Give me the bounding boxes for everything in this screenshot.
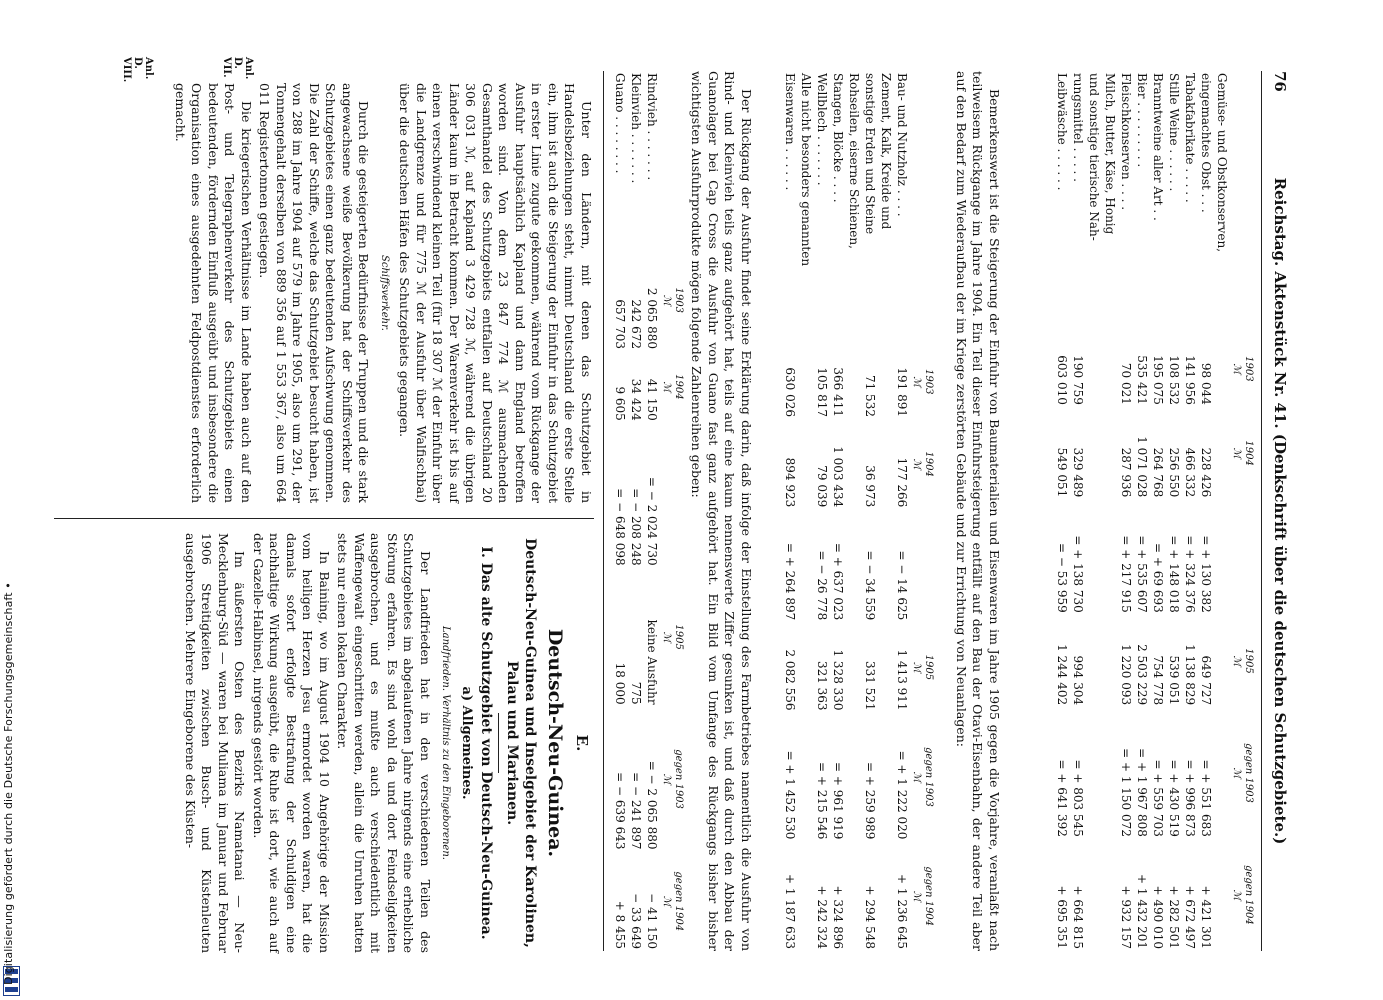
table-unit-cell bbox=[660, 423, 672, 568]
right-column bbox=[54, 533, 594, 953]
table-unit-row bbox=[1230, 71, 1242, 951]
table-cell bbox=[1086, 707, 1102, 839]
table-cell: = + 148 018 bbox=[1167, 535, 1181, 613]
table-unit-cell: ℳ bbox=[1231, 655, 1242, 667]
table-cell: = + 430 519 bbox=[1167, 759, 1181, 837]
table-row bbox=[1198, 71, 1214, 951]
table-cell bbox=[1214, 331, 1230, 407]
table-cell: 549 051 bbox=[1055, 447, 1069, 498]
table-row bbox=[1150, 71, 1166, 951]
paragraph-building-materials: Bemerkenswert ist die Steigerung der Einfuhr von Baumaterialien und Eisenwaren im Jahre 1905 gegen die Vorjahre, veranlaßt nach teilweisem Rückgange im Jahre 1904. Ein Teil dieser Einfuhrsteigerung entfällt auf den Bau der Otavi-Eisenbahn, der andere Teil aber auf den Bedarf zum Wiederaufbau der im Kriege zerstörten Gebäude und zur Errichtung von Neuanlagen: bbox=[954, 71, 1002, 951]
table-cell bbox=[1086, 331, 1102, 407]
table-cell bbox=[1086, 839, 1102, 951]
table-cell: = − 648 098 bbox=[613, 488, 627, 566]
table-cell: + 1 432 201 bbox=[1135, 874, 1149, 949]
table-cell bbox=[798, 713, 814, 842]
row-label: eingemachtes Obst . . . bbox=[1199, 73, 1213, 213]
table-cell: = − 639 643 bbox=[613, 772, 627, 850]
table-row bbox=[846, 71, 862, 951]
table-cell bbox=[846, 713, 862, 842]
table-header-cell: 1905 bbox=[1243, 648, 1254, 674]
table-cell: 1 138 829 bbox=[1183, 644, 1197, 706]
table-cell: = + 69 693 bbox=[1151, 543, 1165, 613]
table-unit-row bbox=[660, 71, 672, 951]
margin-note-b: Anl. D. VIII. bbox=[121, 57, 154, 83]
table-cell: + 932 157 bbox=[1119, 885, 1133, 949]
paragraph-baining: In Baining, wo im August 1904 10 Angehörige der Mission vom heiligen Herzen Jesu ermordet worden waren, hat die damals sofort erfolgte Bestrafung der Schuldigen eine nachhaltige Wirkung ausgeübt, die Ruhe ist dort, wie auch auf der Gazelle-Halbinsel, nirgends gestört worden. bbox=[251, 533, 332, 953]
table-cell: keine Ausfuhr bbox=[645, 619, 659, 705]
document-page bbox=[36, 57, 1294, 971]
table-cell: = − 241 897 bbox=[629, 772, 643, 850]
table-unit-cell: ℳ bbox=[1231, 363, 1242, 375]
paragraph-namatanai: Im äußersten Osten des Bezirks Namatanai — Neu-Mecklenburg-Süd — waren bei Muliama im Januar und Februar 1906 Streitigkeiten zwischen Busch- und Küstenleuten ausgebrochen. Mehrere Eingeborene des Küsten- bbox=[183, 533, 248, 953]
table-cell: + 1 187 633 bbox=[783, 874, 797, 949]
table-building-materials bbox=[782, 71, 934, 951]
table-cell bbox=[798, 419, 814, 509]
table-header-cell: 1903 bbox=[1243, 356, 1254, 382]
table-cell: 630 026 bbox=[783, 367, 797, 417]
row-label: Stangen, Blöcke . . . . bbox=[831, 73, 845, 203]
table-cell bbox=[878, 345, 894, 419]
table-cell: 331 521 bbox=[863, 660, 877, 711]
table-cell bbox=[798, 509, 814, 622]
row-label: Rindvieh . . . . . . . bbox=[645, 73, 659, 181]
table-cell: 539 051 bbox=[1167, 655, 1181, 706]
table-cell: 535 421 bbox=[1135, 355, 1149, 405]
table-cell: + 421 301 bbox=[1199, 885, 1213, 949]
subheading-shipping: Schiffsverkehr. bbox=[379, 255, 390, 331]
digitization-note: Digitalisierung gefördert durch die Deutsche Forschungsgemeinschaft • bbox=[2, 582, 15, 985]
table-cell bbox=[1102, 331, 1118, 407]
table-cell: 2 503 229 bbox=[1135, 644, 1149, 706]
row-label: Bau- und Nutzholz . . . . bbox=[895, 73, 909, 217]
table-unit-cell bbox=[1230, 71, 1242, 331]
table-cell: 321 363 bbox=[815, 660, 829, 711]
table-row bbox=[830, 71, 846, 951]
row-label: sonstige Erden und Steine bbox=[863, 73, 877, 235]
table-cell: 657 703 bbox=[613, 299, 627, 349]
paragraph-post: Die kriegerischen Verhältnisse im Lande haben auch auf den Post- und Telegraphenverkehr des Schutzgebiets einen bedeutenden, fördernden Einfluß ausgeübt und insbesondere die Organisation eines ausgedehnten Feldpostdienstes erforderlich gemacht. bbox=[173, 83, 254, 503]
row-label: Milch, Butter, Käse, Honig bbox=[1103, 73, 1117, 235]
table-header-cell: gegen 1903 bbox=[673, 749, 684, 809]
table-exports bbox=[612, 71, 684, 951]
table-row bbox=[1070, 71, 1086, 951]
table-cell: = + 1 967 808 bbox=[1135, 748, 1149, 837]
row-label: und sonstige tierische Nah- bbox=[1087, 73, 1101, 241]
table-cell: = − 2 024 730 bbox=[645, 476, 659, 566]
table-header-cell: gegen 1904 bbox=[923, 866, 934, 927]
table-cell: 754 778 bbox=[1151, 655, 1165, 706]
table-row bbox=[628, 71, 644, 951]
table-row bbox=[878, 71, 894, 951]
title-rule bbox=[499, 713, 500, 773]
table-cell: 1 413 911 bbox=[895, 649, 909, 711]
table-imports-foodstuffs bbox=[1054, 71, 1254, 951]
page-title: Reichstag. Aktenstück Nr. 41. (Denkschrift über die deutschen Schutzgebiete.) bbox=[1271, 177, 1289, 845]
table-cell: = + 535 607 bbox=[1135, 535, 1149, 613]
section-rule bbox=[603, 71, 604, 951]
table-cell: − 41 150 bbox=[645, 893, 659, 949]
table-cell: 9 605 bbox=[613, 386, 627, 421]
table-cell: = + 217 915 bbox=[1119, 535, 1133, 613]
table-cell bbox=[1214, 707, 1230, 839]
table-header-row bbox=[1242, 71, 1254, 951]
table-cell: 177 266 bbox=[895, 457, 909, 508]
row-label: Zement, Kalk, Kreide und bbox=[879, 73, 893, 230]
table-cell: = − 208 248 bbox=[629, 488, 643, 566]
table-cell: = + 637 023 bbox=[831, 542, 845, 621]
table-row bbox=[814, 71, 830, 951]
table-header-cell: 1903 bbox=[923, 369, 934, 395]
table-unit-cell: ℳ bbox=[1231, 767, 1242, 779]
table-cell: = − 26 778 bbox=[815, 550, 829, 621]
table-cell bbox=[878, 713, 894, 842]
table-cell: + 8 455 bbox=[613, 900, 627, 949]
table-unit-cell: ℳ bbox=[1231, 889, 1242, 901]
table-cell bbox=[1102, 707, 1118, 839]
table-unit-cell: ℳ bbox=[911, 376, 922, 388]
row-label: Bier . . . . . . . . . bbox=[1135, 73, 1149, 168]
running-header bbox=[1264, 71, 1288, 951]
table-row bbox=[1086, 71, 1102, 951]
table-cell: 1 244 402 bbox=[1055, 644, 1069, 706]
page-number: 76 bbox=[1271, 71, 1289, 92]
table-cell: 41 150 bbox=[645, 378, 659, 421]
table-cell: + 490 010 bbox=[1151, 885, 1165, 949]
table-cell: 71 532 bbox=[863, 374, 877, 417]
row-label: Leibwäsche . . . . . . bbox=[1055, 73, 1069, 191]
table-cell: 2 082 556 bbox=[783, 649, 797, 711]
row-label: Rohseilen, eiserne Schienen, bbox=[847, 73, 861, 249]
table-unit-cell: ℳ bbox=[661, 381, 672, 393]
row-label: Alle nicht besonders genannten bbox=[799, 73, 813, 267]
table-cell: + 1 236 645 bbox=[895, 874, 909, 949]
row-label: Gemüse- und Obstkonserven, bbox=[1215, 73, 1229, 253]
row-label: Fleischkonserven . . . . bbox=[1119, 73, 1133, 211]
table-row bbox=[1182, 71, 1198, 951]
table-cell bbox=[846, 622, 862, 712]
table-cell: + 294 548 bbox=[863, 885, 877, 949]
table-header-cell: gegen 1904 bbox=[673, 871, 684, 932]
table-cell bbox=[1102, 499, 1118, 615]
table-cell: = + 259 989 bbox=[863, 762, 877, 840]
table-unit-cell: ℳ bbox=[911, 771, 922, 783]
table-cell: 329 489 bbox=[1071, 447, 1085, 498]
table-cell: 649 727 bbox=[1199, 655, 1213, 706]
table-row bbox=[1134, 71, 1150, 951]
table-row bbox=[1118, 71, 1134, 951]
table-cell bbox=[798, 841, 814, 951]
table-row bbox=[1214, 71, 1230, 951]
table-cell: = − 34 559 bbox=[863, 550, 877, 621]
paragraph-trade-partners: Unter den Ländern, mit denen das Schutzgebiet in Handelsbeziehungen steht, nimmt Deutschland die erste Stelle ein, ihm ist auch die Steigerung der Einfuhr in das Schutzgebiet in erster Linie zugute gekommen, während vom Rückgange der Ausfuhr hauptsächlich Kapland und dann England betroffen worden sind. Von dem 23 847 774 ℳ ausmachenden Gesamthandel des Schutzgebiets entfallen auf Deutschland 20 306 031 ℳ, auf Kapland 3 429 728 ℳ, während die übrigen Länder kaum in Betracht kommen. Der Warenverkehr ist bis auf einen verschwindend kleinen Teil (für 18 307 ℳ der Einfuhr über die Landgrenze und für 775 ℳ der Ausfuhr über Walfischbai) über die deutschen Häfen des Schutzgebiets gegangen. bbox=[397, 83, 594, 503]
table-header-cell: 1905 bbox=[673, 624, 684, 650]
table-cell bbox=[1102, 615, 1118, 707]
digitization-sidebar bbox=[0, 0, 22, 1000]
table-cell: + 672 497 bbox=[1183, 885, 1197, 949]
table-cell: + 695 351 bbox=[1055, 885, 1069, 949]
table-cell: 98 044 bbox=[1199, 362, 1213, 405]
table-cell: 894 923 bbox=[783, 457, 797, 508]
table-cell: 141 956 bbox=[1183, 355, 1197, 405]
table-cell: + 324 896 bbox=[831, 885, 845, 949]
table-cell: 228 426 bbox=[1199, 447, 1213, 498]
table-cell: 1 328 330 bbox=[831, 649, 845, 711]
table-cell: = − 14 625 bbox=[895, 550, 909, 621]
table-cell bbox=[1102, 407, 1118, 499]
side-heading-landfrieden: Landfrieden. Verhältnis zu den Eingeborenen. bbox=[440, 626, 452, 860]
table-header-cell bbox=[672, 71, 684, 249]
table-cell: = + 264 897 bbox=[783, 542, 797, 621]
table-cell: = + 641 392 bbox=[1055, 759, 1069, 837]
table-cell bbox=[798, 345, 814, 419]
table-unit-cell: ℳ bbox=[1231, 447, 1242, 459]
table-cell: 70 021 bbox=[1119, 362, 1133, 405]
table-cell: 366 411 bbox=[831, 367, 845, 417]
table-header-cell: 1904 bbox=[1243, 440, 1254, 466]
table-header-cell: 1904 bbox=[923, 451, 934, 477]
table-cell bbox=[1214, 615, 1230, 707]
section-title: Deutsch-Neu-Guinea. bbox=[544, 628, 567, 858]
table-unit-cell: ℳ bbox=[661, 294, 672, 306]
table-cell: 105 817 bbox=[815, 367, 829, 417]
paragraph-landfrieden: Der Landfrieden hat in den verschiedenen Teilen des Schutzgebietes im abgelaufenen Jahre nirgends eine erhebliche Störung erfahren. Es sind wohl da und dort Feindseligkeiten ausgebrochen, und es mußte auch verschiedentlich mit Waffengewalt eingeschritten werden, allein die Unruhen hatten stets nur einen lokalen Charakter. bbox=[335, 533, 433, 953]
table-cell bbox=[878, 509, 894, 622]
margin-note-a: Anl. D. VII. bbox=[221, 57, 254, 80]
table-cell bbox=[1214, 407, 1230, 499]
table-cell: = + 324 376 bbox=[1183, 535, 1197, 613]
table-row bbox=[1166, 71, 1182, 951]
table-cell: = + 996 873 bbox=[1183, 759, 1197, 837]
table-header-cell: gegen 1904 bbox=[1243, 865, 1254, 925]
row-label: Eisenwaren . . . . . . bbox=[783, 73, 797, 191]
table-cell bbox=[1102, 839, 1118, 951]
table-cell: 191 891 bbox=[895, 367, 909, 417]
subsection-heading: a) Allgemeines. bbox=[459, 686, 474, 800]
header-rule bbox=[1261, 71, 1262, 951]
table-cell bbox=[1086, 499, 1102, 615]
table-row bbox=[798, 71, 814, 951]
table-cell: 2 065 880 bbox=[645, 287, 659, 349]
table-cell: 242 672 bbox=[629, 299, 643, 349]
table-cell: = − 2 065 880 bbox=[645, 760, 659, 850]
table-cell: = + 1 222 020 bbox=[895, 750, 909, 840]
table-cell: 195 075 bbox=[1151, 355, 1165, 405]
part-heading: I. Das alte Schutzgebiet von Deutsch-Neu-Guinea. bbox=[478, 546, 495, 940]
table-cell: = + 130 382 bbox=[1199, 535, 1213, 613]
page-content-rotated bbox=[36, 57, 1294, 971]
column-divider bbox=[54, 518, 594, 519]
table-unit-cell: ℳ bbox=[911, 662, 922, 673]
table-cell: = + 803 545 bbox=[1071, 759, 1085, 837]
table-unit-cell: ℳ bbox=[911, 890, 922, 902]
table-row bbox=[612, 71, 628, 951]
table-cell bbox=[1214, 839, 1230, 951]
table-unit-cell bbox=[910, 509, 922, 622]
table-cell: 775 bbox=[629, 681, 643, 705]
table-unit-cell bbox=[910, 71, 922, 345]
table-cell: = + 138 730 bbox=[1071, 535, 1085, 613]
table-cell: 603 010 bbox=[1055, 355, 1069, 405]
table-header-row bbox=[922, 71, 934, 951]
table-cell: − 33 649 bbox=[629, 893, 643, 949]
table-unit-cell bbox=[660, 71, 672, 249]
table-unit-cell bbox=[1230, 499, 1242, 615]
table-cell: 1 220 093 bbox=[1119, 644, 1133, 706]
table-cell: 36 973 bbox=[863, 465, 877, 508]
table-cell bbox=[798, 622, 814, 712]
table-row bbox=[862, 71, 878, 951]
table-cell: + 664 815 bbox=[1071, 885, 1085, 949]
table-cell bbox=[878, 841, 894, 951]
table-header-cell: 1905 bbox=[923, 654, 934, 681]
section-subtitle: Deutsch-Neu-Guinea und Inselgebiet der Karolinen, Palau und Marianen. bbox=[504, 538, 539, 948]
table-cell: = + 1 150 072 bbox=[1119, 748, 1133, 837]
table-header-cell bbox=[922, 509, 934, 622]
table-header-cell: gegen 1903 bbox=[923, 747, 934, 807]
table-row bbox=[1102, 71, 1118, 951]
table-cell: 34 424 bbox=[629, 378, 643, 421]
table-row bbox=[894, 71, 910, 951]
table-cell: = − 53 959 bbox=[1055, 543, 1069, 613]
row-label: rungsmittel . . . . . bbox=[1071, 73, 1085, 182]
row-label: Branntweine aller Art . . bbox=[1151, 73, 1165, 221]
table-cell bbox=[878, 419, 894, 509]
table-cell: = + 215 546 bbox=[815, 762, 829, 840]
table-header-row bbox=[672, 71, 684, 951]
row-label: Kleinvieh . . . . . . . bbox=[629, 73, 643, 184]
table-cell: + 242 324 bbox=[815, 885, 829, 949]
row-label: Stille Weine . . . . . . bbox=[1167, 73, 1181, 192]
row-label: Guano . . . . . . . . bbox=[613, 73, 627, 174]
table-cell bbox=[878, 622, 894, 712]
table-cell: 264 768 bbox=[1151, 447, 1165, 498]
table-header-cell bbox=[1242, 71, 1254, 331]
table-cell bbox=[1086, 615, 1102, 707]
table-cell: 1 003 434 bbox=[831, 446, 845, 508]
paragraph-export-decline: Der Rückgang der Ausfuhr findet seine Erklärung darin, daß infolge der Einstellung des Farmbetriebes namentlich die Ausfuhr von Rind- und Kleinvieh teils ganz aufgehört hat, teils auf eine kaum nennenswerte Ziffer gesunken ist, und daß durch den Abbau der Guanolager bei Cap Cross die Ausfuhr von Guano fast ganz aufgehört hat. Ein Bild vom Umfange des Rückgangs bisher bisher wichtigsten Ausfuhrprodukte mögen folgende Zahlenreihen geben: bbox=[689, 71, 754, 951]
table-cell: = + 1 452 530 bbox=[783, 750, 797, 840]
table-cell: 190 759 bbox=[1071, 355, 1085, 405]
table-row bbox=[1054, 71, 1070, 951]
table-cell: = + 551 683 bbox=[1199, 759, 1213, 837]
table-cell: 108 532 bbox=[1167, 355, 1181, 405]
table-row bbox=[644, 71, 660, 951]
table-cell bbox=[1086, 407, 1102, 499]
table-cell: 79 039 bbox=[815, 465, 829, 508]
table-cell bbox=[846, 345, 862, 419]
table-cell bbox=[846, 419, 862, 509]
paragraph-shipping: Durch die gesteigerten Bedürfnisse der Truppen und die stark angewachsene weiße Bevölkerung hat der Schiffsverkehr des Schutzgebietes einen ganz bedeutenden Aufschwung genommen. Die Zahl der Schiffe, welche das Schutzgebiet besucht haben, ist von 288 im Jahre 1904 auf 579 im Jahre 1905, also um 291, der Tonnengehalt derselben von 889 356 auf 1 553 367, also um 664 011 Registertonnen gestiegen. bbox=[257, 83, 372, 503]
row-label: Wellblech . . . . . . . bbox=[815, 73, 829, 186]
table-unit-cell: ℳ bbox=[661, 773, 672, 785]
table-unit-cell: ℳ bbox=[661, 631, 672, 643]
table-cell: 994 304 bbox=[1071, 655, 1085, 706]
table-row bbox=[782, 71, 798, 951]
table-header-cell: 1903 bbox=[673, 287, 684, 313]
table-cell bbox=[1214, 499, 1230, 615]
left-column bbox=[54, 83, 594, 503]
table-cell: 18 000 bbox=[613, 662, 627, 705]
table-header-cell bbox=[1242, 499, 1254, 615]
table-header-cell: 1904 bbox=[673, 374, 684, 400]
table-cell: 287 936 bbox=[1119, 447, 1133, 498]
row-label: Tabakfabrikate . . . . . bbox=[1183, 73, 1197, 203]
table-cell bbox=[846, 509, 862, 622]
table-unit-cell: ℳ bbox=[911, 458, 922, 470]
table-cell bbox=[846, 841, 862, 951]
section-letter: E. bbox=[573, 734, 591, 752]
table-cell: 1 071 028 bbox=[1135, 436, 1149, 498]
table-cell: 256 550 bbox=[1167, 447, 1181, 498]
table-header-cell: gegen 1903 bbox=[1243, 743, 1254, 803]
table-header-cell bbox=[672, 423, 684, 568]
table-cell: 466 332 bbox=[1183, 447, 1197, 498]
table-cell: + 282 501 bbox=[1167, 885, 1181, 949]
table-cell: = + 961 919 bbox=[831, 762, 845, 840]
table-cell: = + 559 703 bbox=[1151, 759, 1165, 837]
table-header-cell bbox=[922, 71, 934, 345]
table-unit-row bbox=[910, 71, 922, 951]
table-unit-cell: ℳ bbox=[661, 895, 672, 907]
